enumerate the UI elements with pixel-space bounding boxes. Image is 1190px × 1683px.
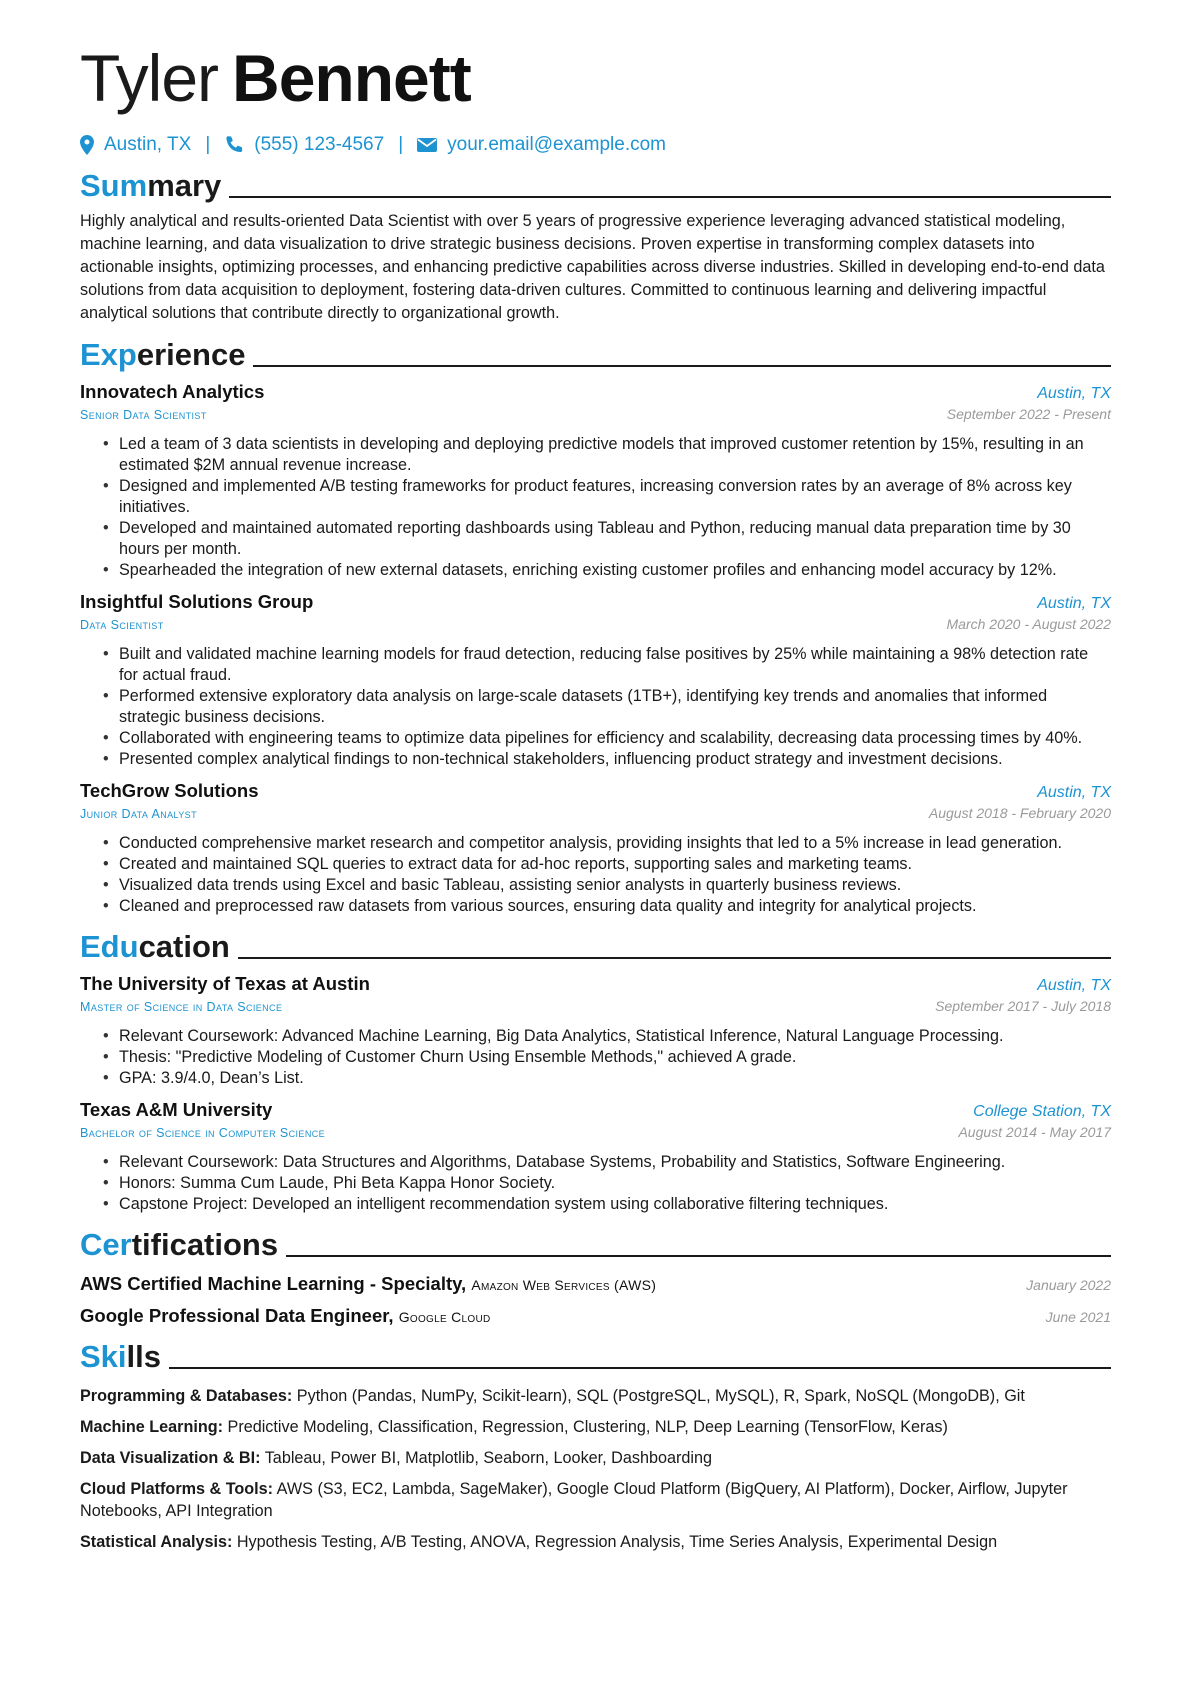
list-item: • Collaborated with engineering teams to optimize data pipelines for efficiency and scalability, decreasing data processing times by 40%. (105, 728, 1111, 749)
list-item: • Relevant Coursework: Data Structures and Algorithms, Database Systems, Probability and Statistics, Software Engineering. (105, 1152, 1111, 1173)
phone-icon (224, 135, 244, 155)
email-text: your.email@example.com (447, 134, 666, 155)
contact-location (80, 134, 191, 156)
list-item: • GPA: 3.9/4.0, Dean’s List. (105, 1068, 1111, 1089)
job-title: Senior Data Scientist (80, 408, 207, 422)
certification-issuer: Google Cloud (398, 1309, 491, 1325)
list-item: • Relevant Coursework: Advanced Machine Learning, Big Data Analytics, Statistical Inference, Natural Language Processing. (105, 1026, 1111, 1047)
certification-issuer: Amazon Web Services (AWS) (471, 1277, 657, 1293)
skill-category: Machine Learning: (80, 1418, 224, 1436)
certification-item: AWS Certified Machine Learning - Specialty, Amazon Web Services (AWS) January 2022 (80, 1273, 1111, 1294)
skill-row (80, 1478, 1111, 1522)
list-item: • Conducted comprehensive market research and competitor analysis, providing insights that led to a 5% increase in lead generation. (105, 833, 1111, 854)
company-name: Insightful Solutions Group (80, 591, 314, 612)
certification-item: Google Professional Data Engineer, Google Cloud June 2021 (80, 1305, 1111, 1326)
skill-items: Predictive Modeling, Classification, Regression, Clustering, NLP, Deep Learning (TensorFlow, Keras) (227, 1418, 948, 1436)
entry-dates: August 2018 - February 2020 (928, 805, 1111, 821)
entry-dates: September 2017 - July 2018 (935, 998, 1111, 1014)
list-item: • Capstone Project: Developed an intelligent recommendation system using collaborative filtering techniques. (105, 1194, 1111, 1215)
entry-location: Austin, TX (1037, 784, 1111, 801)
entry-dates: September 2022 - Present (946, 406, 1111, 422)
education-entry (80, 1099, 1111, 1215)
contact-email[interactable] (417, 134, 666, 156)
company-name: TechGrow Solutions (80, 780, 259, 801)
list-item: • Created and maintained SQL queries to extract data for ad-hoc reports, supporting sales and marketing teams. (105, 854, 1111, 875)
section-rule (229, 196, 1111, 198)
entry-dates: August 2014 - May 2017 (958, 1124, 1111, 1140)
list-item: • Designed and implemented A/B testing frameworks for product features, increasing conversion rates by an average of 8% across key initiatives. (105, 476, 1111, 518)
section-title-experience: Exp erience (80, 337, 1111, 373)
list-item: • Honors: Summa Cum Laude, Phi Beta Kappa Honor Society. (105, 1173, 1111, 1194)
skill-row (80, 1416, 1111, 1438)
skill-category: Programming & Databases: (80, 1387, 293, 1405)
section-rule (169, 1367, 1111, 1369)
contact-separator: | (205, 134, 211, 155)
map-pin-icon (80, 135, 94, 155)
degree-title: Master of Science in Data Science (80, 1000, 283, 1014)
list-item: • Spearheaded the integration of new external datasets, enriching existing customer profiles and enhancing model accuracy by 12%. (105, 560, 1111, 581)
certification-name: Google Professional Data Engineer (80, 1305, 389, 1326)
location-text: Austin, TX (104, 134, 192, 155)
summary-text: Highly analytical and results-oriented Data Scientist with over 5 years of progressive experience leveraging advanced statistical modeling, machine learning, and data visualization to drive strategic business decisions. Proven expertise in transforming complex datasets into actionable insights, optimizing processes, and enhancing predictive capabilities across diverse industries. Skilled in developing end-to-end data solutions from data acquisition to deployment, fostering data-driven cultures. Committed to continuous learning and delivering impactful analytical solutions that contribute directly to organizational growth. (80, 212, 1105, 322)
certification-date: January 2022 (1026, 1277, 1111, 1293)
school-name: Texas A&M University (80, 1099, 273, 1120)
contact-phone[interactable] (224, 134, 384, 156)
list-item: • Cleaned and preprocessed raw datasets from various sources, ensuring data quality and integrity for analytical projects. (105, 896, 1111, 917)
entry-location: College Station, TX (973, 1103, 1111, 1120)
list-item: • Performed extensive exploratory data analysis on large-scale datasets (1TB+), identifying key trends and anomalies that informed strategic business decisions. (105, 686, 1111, 728)
bullet-list (80, 1026, 1111, 1089)
skill-items: Python (Pandas, NumPy, Scikit-learn), SQL (PostgreSQL, MySQL), R, Spark, NoSQL (MongoDB), Git (296, 1387, 1025, 1405)
degree-title: Bachelor of Science in Computer Science (80, 1126, 326, 1140)
bullet-list (80, 833, 1111, 917)
skill-row (80, 1447, 1111, 1469)
bullet-list (80, 434, 1111, 581)
section-title-education: Edu cation (80, 929, 1111, 965)
phone-text: (555) 123-4567 (254, 134, 385, 155)
list-item: • Developed and maintained automated reporting dashboards using Tableau and Python, reducing manual data preparation time by 30 hours per month. (105, 518, 1111, 560)
certification-name: AWS Certified Machine Learning - Specialty (80, 1273, 462, 1294)
candidate-name (80, 40, 1111, 116)
section-title-skills: Ski lls (80, 1339, 1111, 1375)
list-item: • Presented complex analytical findings to non-technical stakeholders, influencing product strategy and investment decisions. (105, 749, 1111, 770)
certification-date: June 2021 (1045, 1309, 1111, 1325)
bullet-list (80, 1152, 1111, 1215)
experience-entry (80, 780, 1111, 917)
first-name: Tyler (80, 41, 219, 115)
contact-separator: | (398, 134, 404, 155)
section-rule (286, 1255, 1111, 1257)
skill-category: Statistical Analysis: (80, 1533, 233, 1551)
skill-row (80, 1531, 1111, 1553)
skill-items: AWS (S3, EC2, Lambda, SageMaker), Google Cloud Platform (BigQuery, AI Platform), Docker, Airflow, Jupyter Notebooks, API Integration (80, 1480, 1068, 1520)
skill-items: Tableau, Power BI, Matplotlib, Seaborn, Looker, Dashboarding (264, 1449, 712, 1467)
experience-entry (80, 591, 1111, 770)
section-title-summary: Sum mary (80, 168, 1111, 204)
job-title: Junior Data Analyst (80, 807, 197, 821)
list-item: • Visualized data trends using Excel and basic Tableau, assisting senior analysts in quarterly business reviews. (105, 875, 1111, 896)
section-rule (253, 365, 1111, 367)
entry-location: Austin, TX (1037, 977, 1111, 994)
bullet-list (80, 644, 1111, 770)
job-title: Data Scientist (80, 618, 164, 632)
experience-entry (80, 381, 1111, 581)
entry-location: Austin, TX (1037, 595, 1111, 612)
education-entry (80, 973, 1111, 1089)
school-name: The University of Texas at Austin (80, 973, 370, 994)
section-title-certifications: Cer tifications (80, 1227, 1111, 1263)
list-item: • Thesis: "Predictive Modeling of Customer Churn Using Ensemble Methods," achieved A grade. (105, 1047, 1111, 1068)
last-name: Bennett (232, 41, 471, 115)
skill-category: Data Visualization & BI: (80, 1449, 261, 1467)
list-item: • Built and validated machine learning models for fraud detection, reducing false positives by 25% while maintaining a 98% detection rate for actual fraud. (105, 644, 1111, 686)
skill-category: Cloud Platforms & Tools: (80, 1480, 274, 1498)
entry-location: Austin, TX (1037, 385, 1111, 402)
section-rule (238, 957, 1111, 959)
skill-items: Hypothesis Testing, A/B Testing, ANOVA, Regression Analysis, Time Series Analysis, Experimental Design (236, 1533, 998, 1551)
list-item: • Led a team of 3 data scientists in developing and deploying predictive models that improved customer retention by 15%, resulting in an estimated $2M annual revenue increase. (105, 434, 1111, 476)
company-name: Innovatech Analytics (80, 381, 265, 402)
entry-dates: March 2020 - August 2022 (946, 616, 1111, 632)
contact-bar (80, 132, 1111, 158)
skill-row (80, 1385, 1111, 1407)
envelope-icon (417, 137, 437, 153)
